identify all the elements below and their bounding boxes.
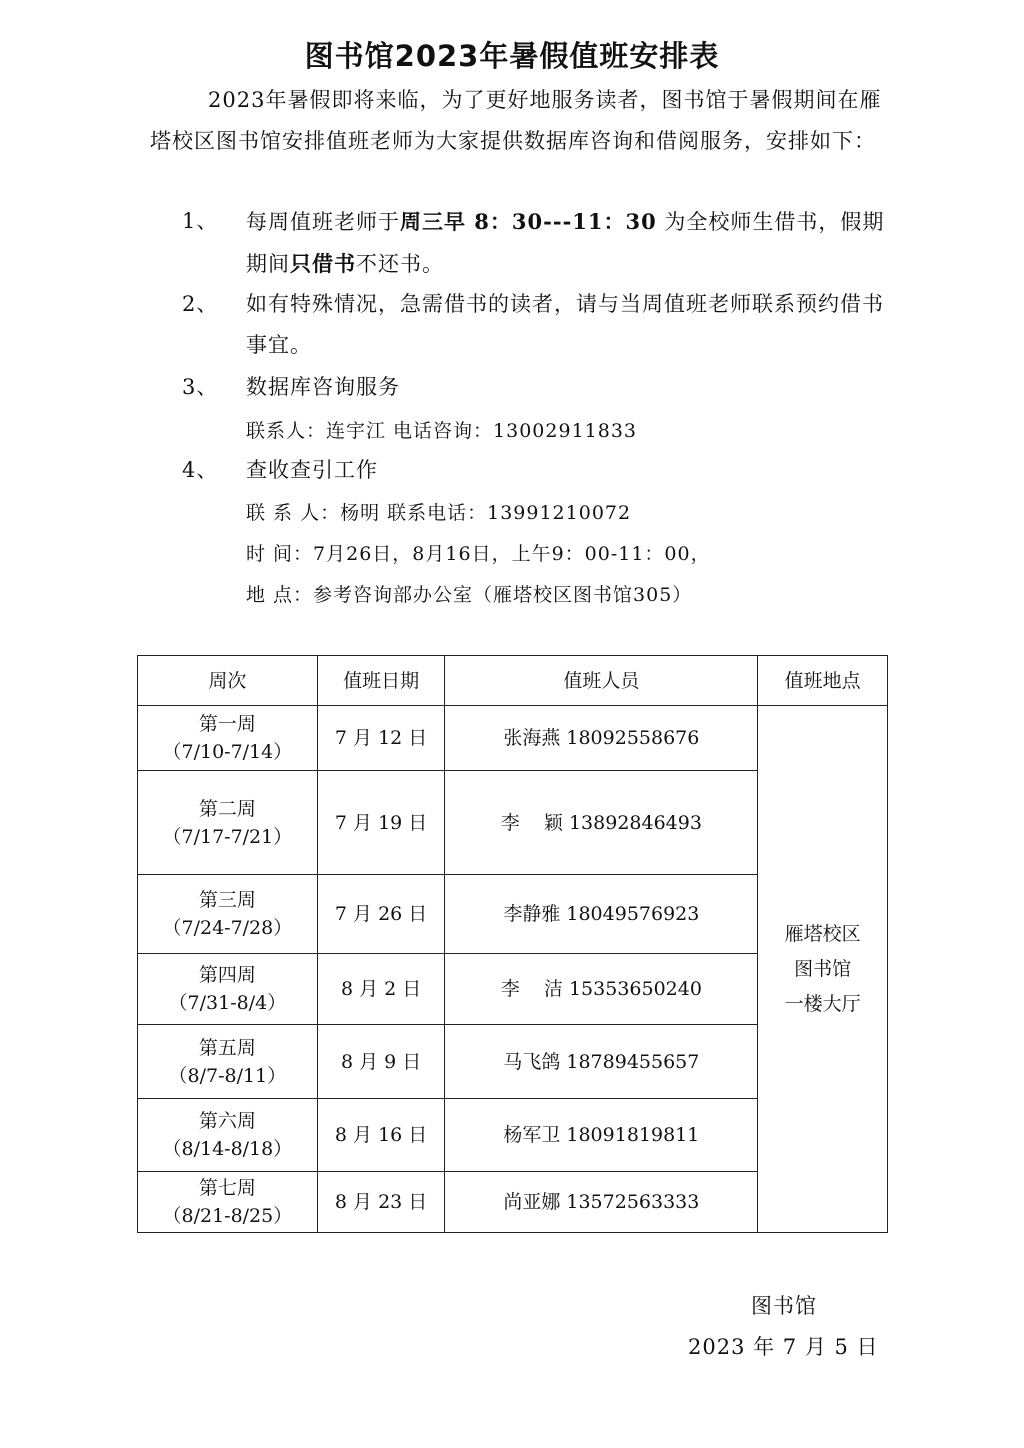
list-item-text: 数据库咨询服务 bbox=[246, 375, 400, 399]
item-text-part: 每周值班老师于 bbox=[246, 210, 400, 234]
week-range: （7/24-7/28） bbox=[162, 917, 293, 939]
location-line: 一楼大厅 bbox=[784, 992, 861, 1015]
week-cell bbox=[138, 1172, 318, 1233]
week-name: 第七周 bbox=[198, 1177, 256, 1199]
intro-paragraph: 2023年暑假即将来临，为了更好地服务读者，图书馆于暑假期间在雁塔校区图书馆安排值班老师为大家提供数据库咨询和借阅服务，安排如下： bbox=[150, 88, 882, 153]
page-title: 图书馆2023年暑假值班安排表 bbox=[304, 39, 720, 73]
date-cell: 8 月 9 日 bbox=[317, 1025, 445, 1099]
header-date: 值班日期 bbox=[317, 656, 445, 706]
week-name: 第一周 bbox=[198, 713, 256, 735]
table-header-row bbox=[138, 656, 888, 706]
list-item-text: 如有特殊情况，急需借书的读者，请与当周值班老师联系预约借书事宜。 bbox=[246, 292, 884, 357]
signature-org: 图书馆 bbox=[751, 1294, 817, 1318]
week-name: 第三周 bbox=[198, 889, 256, 911]
list-item-text bbox=[246, 201, 886, 285]
staff-cell: 马飞鸽 18789455657 bbox=[445, 1025, 758, 1099]
week-cell bbox=[138, 1025, 318, 1099]
week-range: （7/10-7/14） bbox=[162, 741, 293, 763]
list-item-number: 3、 bbox=[182, 375, 219, 399]
date-cell: 7 月 26 日 bbox=[317, 875, 445, 954]
date-cell: 8 月 2 日 bbox=[317, 954, 445, 1025]
week-range: （8/7-8/11） bbox=[168, 1064, 287, 1087]
week-cell bbox=[138, 1099, 318, 1172]
list-item-number: 2、 bbox=[182, 292, 219, 316]
week-range: （7/17-7/21） bbox=[162, 825, 293, 848]
week-cell bbox=[138, 771, 318, 875]
staff-cell: 李 颖 13892846493 bbox=[445, 771, 758, 875]
date-cell: 8 月 23 日 bbox=[317, 1172, 445, 1233]
item-text-part: 为全校师生借书，假期期间 bbox=[246, 210, 885, 276]
location-line: 图书馆 bbox=[794, 957, 852, 980]
table-row bbox=[138, 706, 888, 771]
staff-cell: 李静雅 18049576923 bbox=[445, 875, 758, 954]
citation-contact: 联 系 人：杨明 联系电话：13991210072 bbox=[246, 502, 632, 524]
week-name: 第六周 bbox=[198, 1110, 256, 1132]
location-cell bbox=[758, 706, 888, 1233]
week-name: 第五周 bbox=[198, 1036, 256, 1059]
item-text-part: 不还书。 bbox=[356, 252, 444, 276]
date-cell: 7 月 19 日 bbox=[317, 771, 445, 875]
staff-cell: 张海燕 18092558676 bbox=[445, 706, 758, 771]
week-cell bbox=[138, 875, 318, 954]
database-contact: 联系人：连宇江 电话咨询：13002911833 bbox=[246, 420, 638, 442]
week-range: （8/21-8/25） bbox=[162, 1205, 293, 1227]
duty-time-emphasis: 周三早 8：30---11：30 bbox=[400, 209, 657, 234]
date-cell: 8 月 16 日 bbox=[317, 1099, 445, 1172]
date-cell: 7 月 12 日 bbox=[317, 706, 445, 771]
week-name: 第四周 bbox=[198, 964, 256, 986]
header-week: 周次 bbox=[138, 656, 318, 706]
list-item-number: 4、 bbox=[182, 458, 219, 482]
staff-cell: 尚亚娜 13572563333 bbox=[445, 1172, 758, 1233]
citation-time: 时 间：7月26日，8月16日，上午9：00-11：00， bbox=[246, 543, 711, 565]
header-staff: 值班人员 bbox=[445, 656, 758, 706]
duty-schedule-table bbox=[137, 655, 888, 1233]
list-item-number: 1、 bbox=[182, 209, 219, 233]
staff-cell: 李 洁 15353650240 bbox=[445, 954, 758, 1025]
week-cell bbox=[138, 954, 318, 1025]
week-range: （8/14-8/18） bbox=[162, 1138, 293, 1160]
week-name: 第二周 bbox=[198, 797, 256, 820]
signature-date: 2023 年 7 月 5 日 bbox=[688, 1335, 879, 1359]
location-line: 雁塔校区 bbox=[784, 922, 861, 945]
citation-place: 地 点：参考咨询部办公室（雁塔校区图书馆305） bbox=[246, 584, 693, 606]
week-range: （7/31-8/4） bbox=[168, 992, 287, 1014]
list-item-text: 查收查引工作 bbox=[246, 458, 378, 482]
borrow-only-emphasis: 只借书 bbox=[290, 251, 356, 276]
staff-cell: 杨军卫 18091819811 bbox=[445, 1099, 758, 1172]
week-cell bbox=[138, 706, 318, 771]
header-location: 值班地点 bbox=[758, 656, 888, 706]
